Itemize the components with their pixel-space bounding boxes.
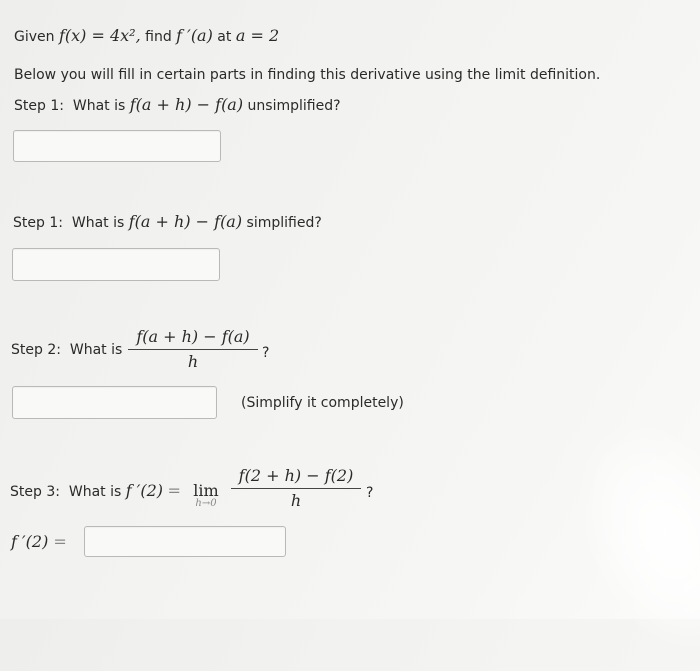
step1b-label: Step 1: — [13, 215, 63, 231]
step3-equals: = — [167, 481, 181, 500]
limit-subscript: h→0 — [195, 498, 217, 509]
step3-fraction-bar — [231, 488, 361, 489]
step3-fraction — [231, 466, 361, 510]
step2-question — [11, 342, 122, 358]
step3-prefix: What is — [68, 484, 122, 500]
step1-suffix: unsimplified? — [247, 98, 341, 114]
step1b-prefix: What is — [71, 215, 125, 231]
step2-hint: (Simplify it completely) — [241, 395, 404, 411]
step1-prefix: What is — [72, 98, 126, 114]
step3-denominator: h — [290, 491, 302, 510]
step1b-expression: f(a + h) − f(a) — [128, 212, 243, 231]
at-word: at — [217, 29, 232, 45]
problem-statement — [14, 26, 279, 45]
step1-simplified-input[interactable] — [12, 248, 220, 281]
step1-unsimplified-input[interactable] — [13, 130, 221, 162]
step2-denominator: h — [187, 352, 199, 371]
step3-label: Step 3: — [10, 484, 60, 500]
step1b-suffix: simplified? — [246, 215, 322, 231]
step2-prefix: What is — [69, 342, 123, 358]
step3-limit — [188, 481, 224, 509]
final-lhs: f ′(2) — [11, 532, 49, 551]
step2-numerator: f(a + h) − f(a) — [136, 327, 250, 346]
limit-word: lim — [193, 481, 219, 500]
step2-question-mark: ? — [262, 345, 270, 361]
intro-text: Below you will fill in certain parts in finding this derivative using the limit definition. — [14, 67, 601, 83]
step2-fraction-bar — [128, 349, 258, 350]
derivative-expression: f ′(a) — [176, 26, 213, 45]
step3-question-mark: ? — [366, 485, 374, 501]
step3-question — [10, 481, 181, 500]
function-expression: f(x) = 4x², — [58, 26, 141, 45]
final-answer-input[interactable] — [84, 526, 286, 557]
find-word: find — [145, 29, 172, 45]
final-equals: = — [53, 532, 67, 551]
point-expression: a = 2 — [235, 26, 280, 45]
step3-lhs: f ′(2) — [125, 481, 164, 500]
step2-label: Step 2: — [11, 342, 61, 358]
step1-expression: f(a + h) − f(a) — [129, 95, 244, 114]
step1-simplified-question — [13, 212, 322, 231]
step1-label: Step 1: — [14, 98, 64, 114]
step2-fraction — [128, 327, 258, 371]
given-word: Given — [14, 29, 55, 45]
final-answer-label — [11, 532, 67, 551]
screen-glare — [548, 399, 700, 671]
step1-unsimplified-question — [14, 95, 341, 114]
step2-input[interactable] — [12, 386, 217, 419]
step3-numerator: f(2 + h) − f(2) — [238, 466, 354, 485]
